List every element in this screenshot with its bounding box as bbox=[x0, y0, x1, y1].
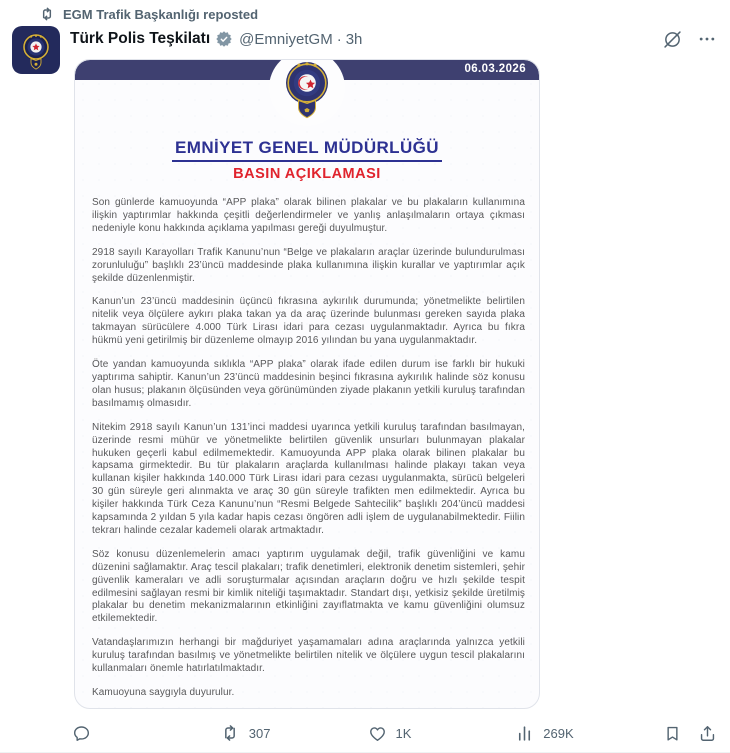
verified-badge-icon bbox=[215, 30, 233, 48]
document-title: EMNİYET GENEL MÜDÜRLÜĞÜ bbox=[172, 138, 442, 162]
grok-icon bbox=[662, 29, 683, 50]
repost-banner[interactable] bbox=[12, 6, 717, 22]
views-button[interactable] bbox=[515, 724, 663, 743]
document-paragraph: Son günlerde kamuoyunda “APP plaka” olarak bilinen plakalar ve bu plakaların kullanımına ilişkin yaptırımlar hakkında çeşitli değerlendirmeler ve yanlış anlaşılmaların ortaya çıkması nedeniyle konu hakkında açıklama yapılması gereği duyulmuştur. bbox=[92, 197, 525, 234]
document-date: 06.03.2026 bbox=[464, 62, 526, 75]
document-paragraph: Nitekim 2918 sayılı Kanun’un 131’inci maddesi uyarınca yetkili kuruluş tarafından basılmayan, üzerinde resmi mühür ve yönetmelikte belirtilen güvenlik unsurları bulunmayan plakalar hukuken geçerli kabul edilmemektedir. Kamuoyunda APP plaka olarak bilinen plakalar bu kapsama girmektedir. Bu tür plakaların araçlarda kullanılması halinde plakayı takan veya kullanan kişiler hakkında 140.000 Türk Lirası idari para cezası uygulanmakta, sürücü belgeleri 30 gün süreyle geri alınmakta ve araç 30 gün süreyle trafikten men edilmektedir. Ayrıca bu kişiler hakkında Türk Ceza Kanunu’nun “Resmi Belgede Sahtecilik” başlıklı 204’üncü maddesi kapsamında 2 yıldan 5 yıla kadar hapis cezası öngören adli işlem de uygulanabilmektedir. Fiilin tekrarı halinde cezalar kademeli olarak artmaktadır. bbox=[92, 421, 525, 536]
view-count: 269K bbox=[543, 725, 574, 741]
document-body bbox=[75, 197, 539, 700]
reply-button[interactable] bbox=[72, 724, 220, 743]
grok-actions-button[interactable] bbox=[662, 29, 683, 50]
document-paragraph: Söz konusu düzenlemelerin amacı yaptırım uygulamak değil, trafik güvenliğini ve kamu düzenini sağlamaktır. Araç tescil plakaları; trafik denetimleri, elektronik denetim sistemleri, şehir güvenlik kameraları ve adli soruşturmalar açısından araçların doğru ve hızlı şekilde tespit edilmesini sağlayan resmi bir kimlik niteliği taşımaktadır. Standart dışı, yetkisiz şekilde üretilmiş plakalar bu denetim mekanizmalarının etkinliğini zayıflatmakta ve kamu güvenliğini olumsuz etkilemektedir. bbox=[92, 548, 525, 625]
document-paragraph: Kanun’un 23’üncü maddesinin üçüncü fıkrasına aykırılık durumunda; yönetmelikte belirtilen nitelik veya ölçülere aykırı plaka takan ya da araç üzerinde bulunması gereken sayıda plaka takmayan sürücülere 4.000 Türk Lirası idari para cezası uygulanmaktadır. Ayrıca bu fıkra hükmü yeni getirilmiş bir düzenleme olmayıp 2016 yılından bu yana uygulanmaktadır. bbox=[92, 296, 525, 347]
emblem-notch bbox=[269, 59, 345, 126]
egm-crest-icon bbox=[281, 59, 333, 124]
bookmark-button[interactable] bbox=[663, 724, 682, 743]
press-release-image[interactable] bbox=[74, 59, 540, 709]
separator-dot: · bbox=[336, 30, 342, 48]
tweet-action-bar bbox=[72, 716, 717, 750]
like-button[interactable] bbox=[368, 724, 516, 743]
repost-banner-label: EGM Trafik Başkanlığı reposted bbox=[63, 6, 259, 22]
repost-count: 307 bbox=[248, 725, 271, 741]
like-count: 1K bbox=[395, 725, 412, 741]
share-button[interactable] bbox=[698, 724, 717, 743]
document-paragraph: Kamuoyuna saygıyla duyurulur. bbox=[92, 687, 235, 698]
document-subtitle: BASIN AÇIKLAMASI bbox=[233, 166, 381, 182]
repost-button[interactable] bbox=[220, 723, 368, 743]
analytics-icon bbox=[515, 724, 534, 743]
more-button[interactable] bbox=[697, 29, 717, 49]
avatar-police-crest-icon bbox=[14, 28, 58, 72]
document-paragraph: Öte yandan kamuoyunda sıklıkla “APP plaka” olarak ifade edilen durum ise farklı bir hukuki yaptırıma sahiptir. Kanun’un 23’üncü maddesinin beşinci fıkrasına aykırılık halinde söz konusu olan husus; plakanın ölçüsünden veya görünümünden ziyade plakanın yetkili kuruluş tarafından basılmamış olmasıdır. bbox=[92, 359, 525, 409]
document-paragraph: Vatandaşlarımızın herhangi bir mağduriyet yaşamamaları adına araçlarında yalnızca yetkili kuruluş tarafından basılmış ve yönetmelikte belirtilen nitelik ve ölçülere uygun tescil plakalarını kullanmaları önemle hatırlatılmaktadır. bbox=[92, 637, 525, 675]
reply-icon bbox=[72, 724, 91, 743]
document-paragraph: 2918 sayılı Karayolları Trafik Kanunu’nun “Belge ve plakaların araçlar üzerinde bulundurulması zorunluluğu” başlıklı 23’üncü maddesinde plaka kullanımına ilişkin kurallar ve yaptırımlar açık şekilde düzenlenmiştir. bbox=[92, 246, 525, 284]
author-name[interactable]: Türk Polis Teşkilatı bbox=[70, 30, 211, 47]
share-icon bbox=[698, 724, 717, 743]
author-handle[interactable]: @EmniyetGM bbox=[239, 30, 333, 48]
repost-icon bbox=[220, 723, 240, 743]
bookmark-icon bbox=[663, 724, 682, 743]
avatar[interactable] bbox=[12, 26, 60, 74]
more-dots-icon bbox=[697, 29, 717, 49]
like-icon bbox=[368, 724, 387, 743]
repost-icon bbox=[39, 6, 55, 22]
timestamp[interactable]: 3h bbox=[345, 30, 363, 48]
